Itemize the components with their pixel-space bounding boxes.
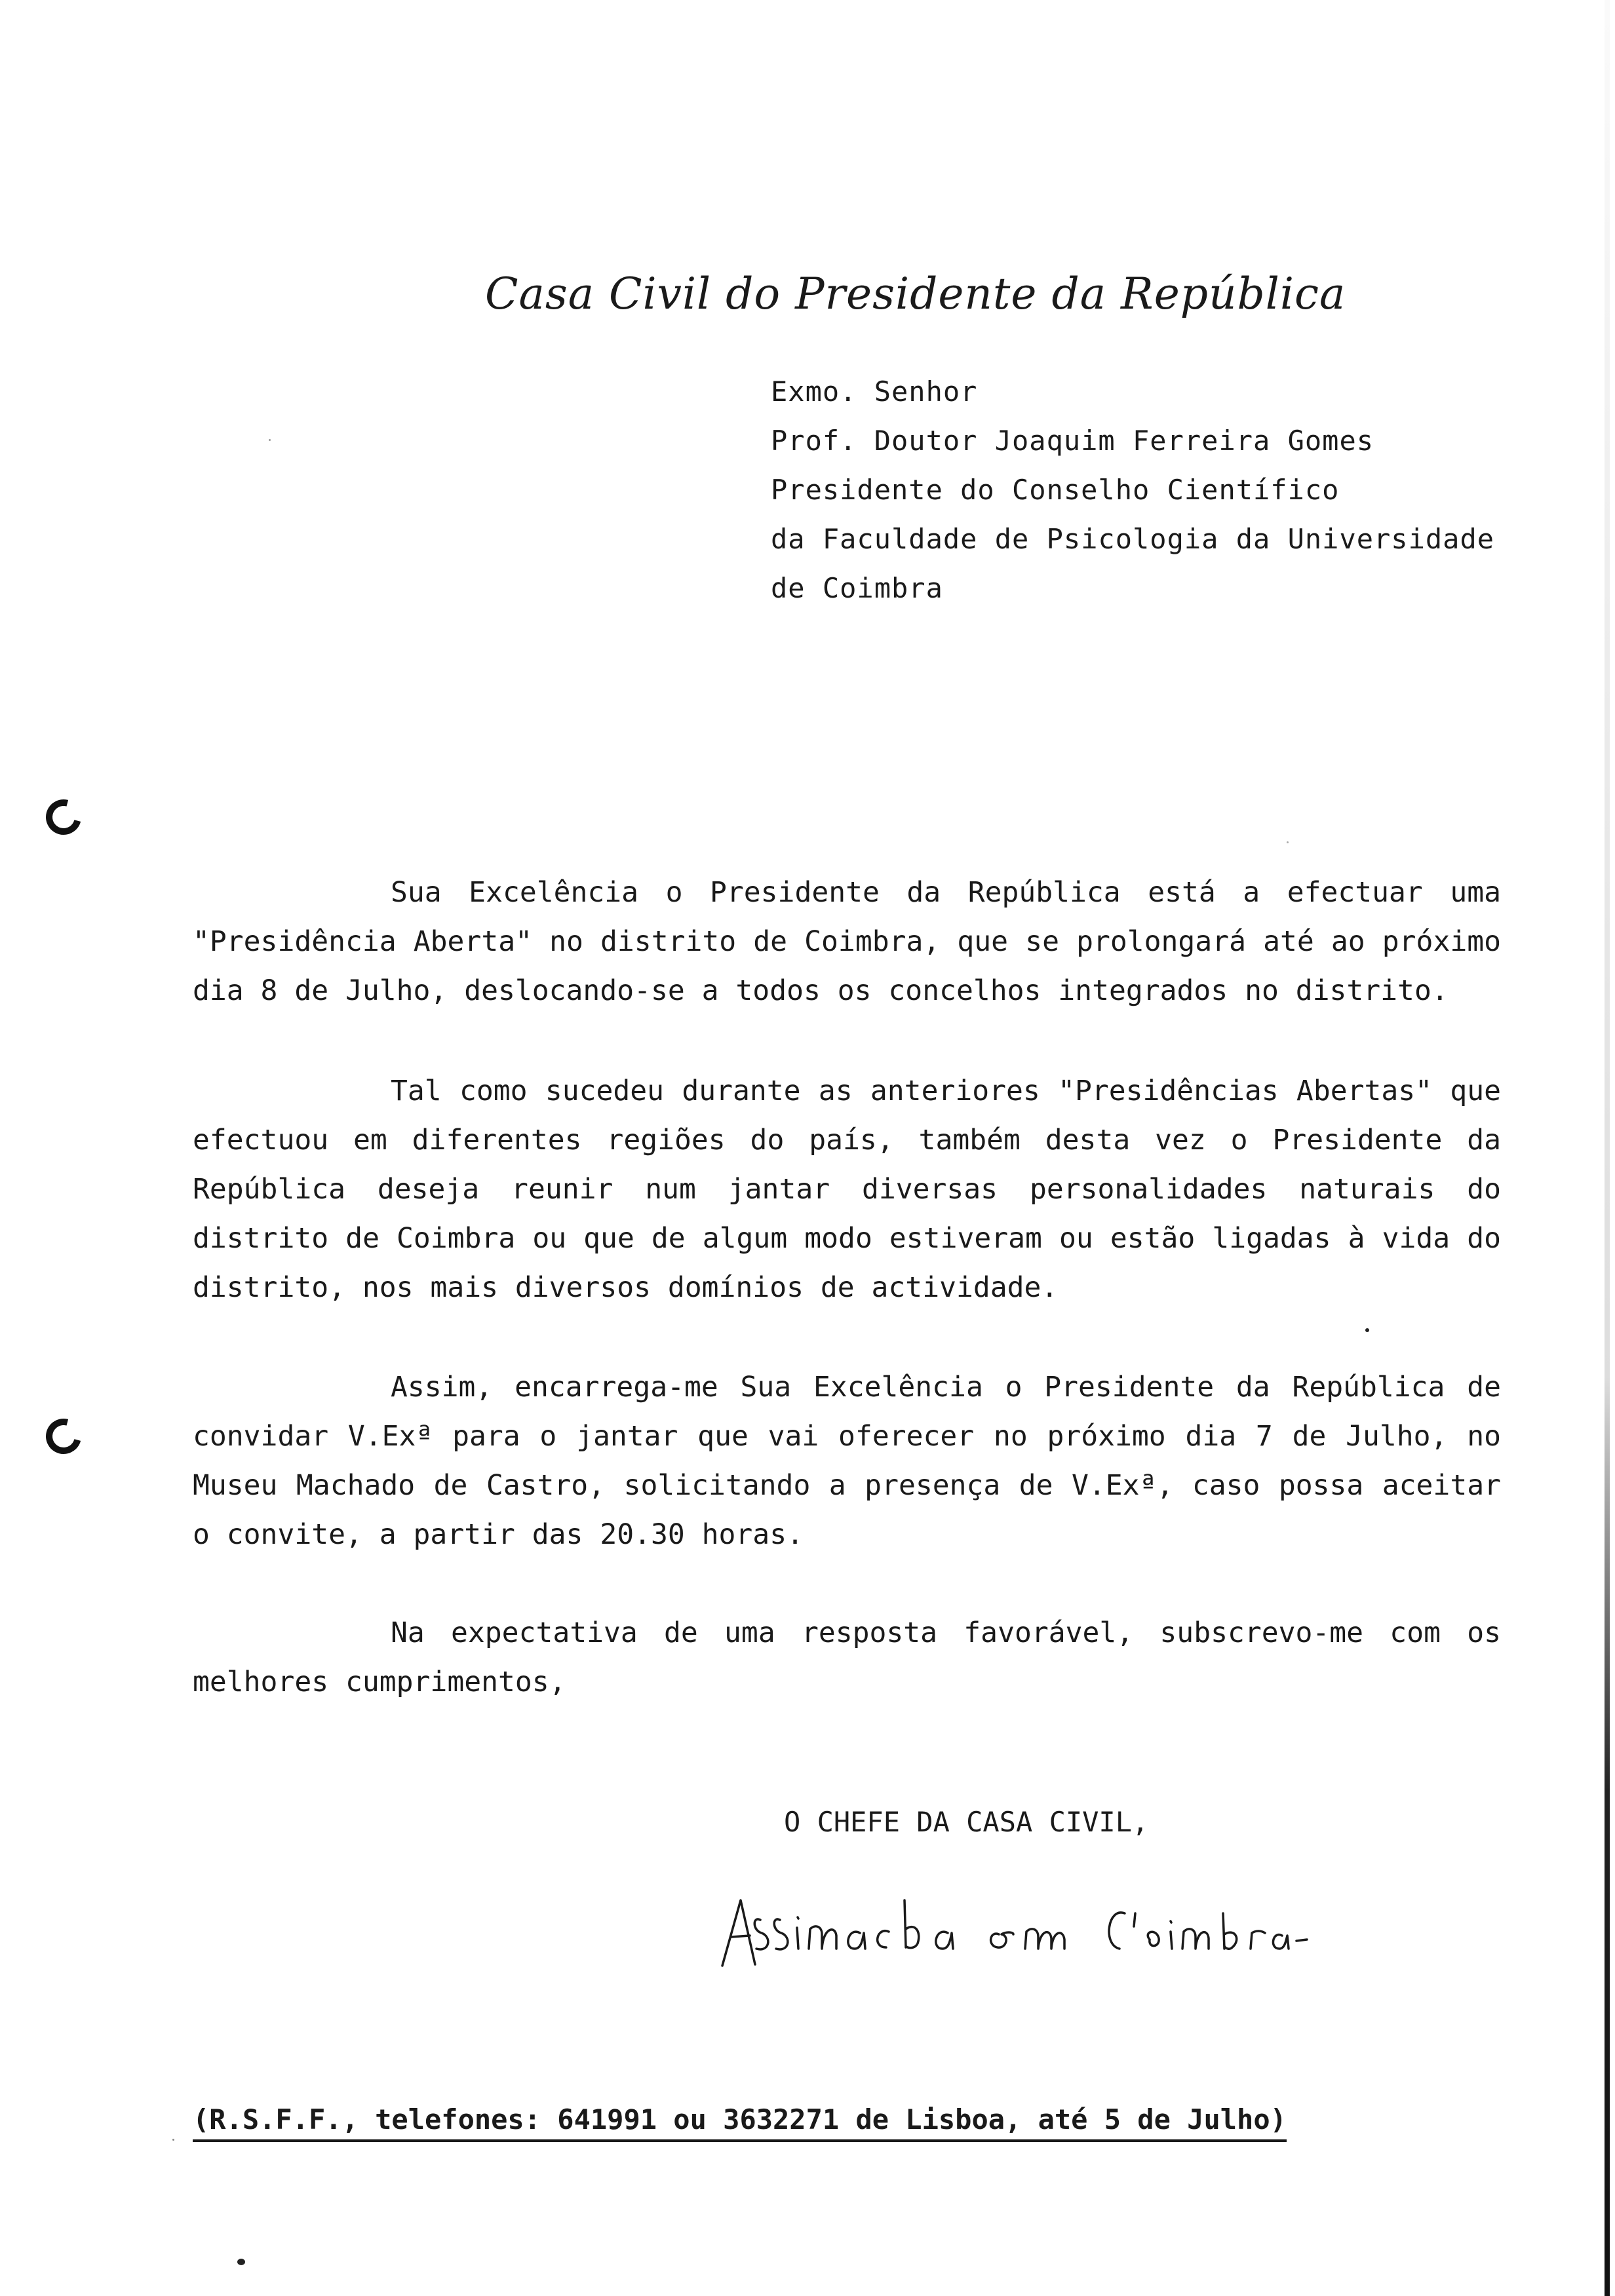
body-paragraph: Assim, encarrega-me Sua Excelência o Presidente da República de convidar V.Exª para o jantar que vai oferecer no próximo dia 7 de Julho, no Museu Machado de Castro, solicitando a presença de V.Exª, caso possa aceitar o convite, a partir das 20.30 horas. bbox=[193, 1371, 1501, 1551]
letter-body bbox=[193, 868, 1501, 1016]
ink-speck bbox=[172, 2139, 174, 2141]
addressee-line: Prof. Doutor Joaquim Ferreira Gomes bbox=[771, 425, 1374, 457]
ink-speck bbox=[269, 439, 271, 441]
ink-speck bbox=[1365, 1328, 1369, 1332]
addressee-block bbox=[771, 367, 1494, 613]
handwritten-note bbox=[714, 1881, 1317, 1979]
body-paragraph: Sua Excelência o Presidente da República está a efectuar uma "Presidência Aberta" no distrito de Coimbra, que se prolongará até ao próximo dia 8 de Julho, deslocando-se a todos os concelhos integrados no distrito. bbox=[193, 876, 1501, 1007]
letter-body bbox=[193, 1363, 1501, 1559]
ink-speck bbox=[1287, 841, 1289, 843]
letter-body bbox=[193, 1067, 1501, 1312]
punch-hole bbox=[39, 1412, 88, 1461]
addressee-line: Exmo. Senhor bbox=[771, 375, 978, 408]
footer-note: (R.S.F.F., telefones: 641991 ou 3632271 de Lisboa, até 5 de Julho) bbox=[193, 2103, 1287, 2142]
letter-body bbox=[193, 1609, 1501, 1707]
body-paragraph: Tal como sucedeu durante as anteriores "Presidências Abertas" que efectuou em diferentes regiões do país, também desta vez o Presidente da República deseja reunir num jantar diversas personalidades naturais do distrito de Coimbra ou que de algum modo estiveram ou estão ligadas à vida do distrito, nos mais diversos domínios de actividade. bbox=[193, 1075, 1501, 1304]
signature-title: O CHEFE DA CASA CIVIL, bbox=[784, 1806, 1149, 1838]
addressee-line: de Coimbra bbox=[771, 572, 943, 604]
ink-speck bbox=[237, 2259, 245, 2265]
letterhead: Casa Civil do Presidente da República bbox=[485, 269, 1346, 319]
body-paragraph: Na expectativa de uma resposta favorável, subscrevo-me com os melhores cumprimentos, bbox=[193, 1617, 1501, 1698]
punch-hole bbox=[39, 793, 88, 841]
page-edge-shadow bbox=[1605, 0, 1610, 2296]
addressee-line: da Faculdade de Psicologia da Universidade bbox=[771, 523, 1495, 555]
addressee-line: Presidente do Conselho Científico bbox=[771, 474, 1340, 506]
